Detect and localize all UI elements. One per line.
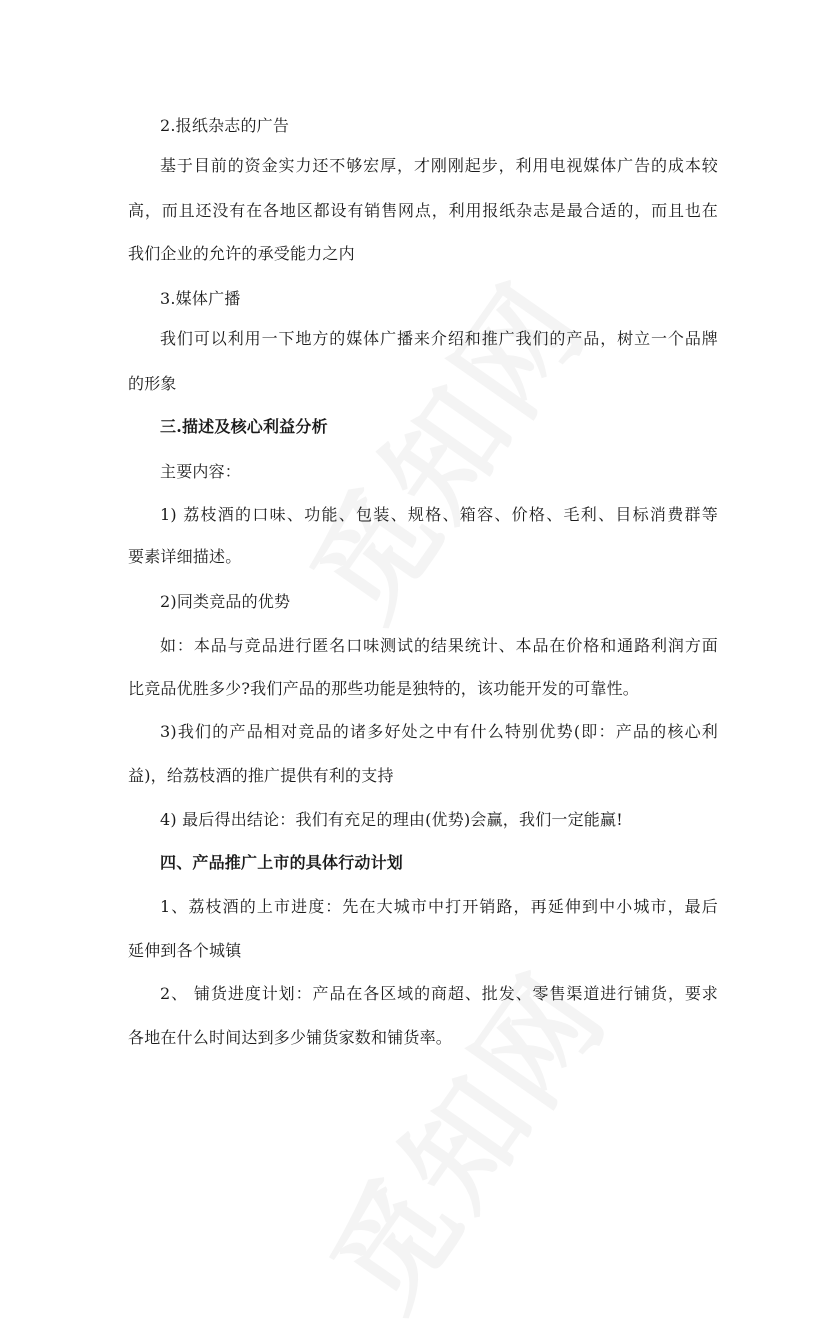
list-item-line: 要素详细描述。: [128, 547, 242, 566]
list-item-line: 各地在什么时间达到多少铺货家数和铺货率。: [128, 1028, 453, 1047]
paragraph-line: 基于目前的资金实力还不够宏厚，才刚刚起步，利用电视媒体广告的成本较: [160, 156, 718, 175]
paragraph-line: 比竞品优胜多少?我们产品的那些功能是独特的，该功能开发的可靠性。: [128, 679, 639, 698]
paragraph-line: 如：本品与竞品进行匿名口味测试的结果统计、本品在价格和通路利润方面: [160, 636, 718, 655]
paragraph-line: 的形象: [128, 374, 177, 393]
subheading-newspaper-ads: 2.报纸杂志的广告: [160, 116, 290, 135]
list-item-line: 3)我们的产品相对竞品的诸多好处之中有什么特别优势(即：产品的核心利: [160, 722, 718, 741]
paragraph-line: 我们可以利用一下地方的媒体广播来介绍和推广我们的产品，树立一个品牌: [160, 329, 718, 348]
paragraph-line: 主要内容：: [160, 462, 242, 481]
paragraph-line: 高，而且还没有在各地区都设有销售网点，利用报纸杂志是最合适的，而且也在: [128, 201, 718, 220]
section-heading-3: 三.描述及核心利益分析: [160, 417, 328, 436]
section-heading-4: 四、产品推广上市的具体行动计划: [160, 853, 404, 872]
list-item-line: 4) 最后得出结论：我们有充足的理由(优势)会赢，我们一定能赢!: [160, 810, 623, 829]
list-item-line: 延伸到各个城镇: [128, 941, 242, 960]
paragraph-line: 我们企业的允许的承受能力之内: [128, 244, 355, 263]
subheading-media-broadcast: 3.媒体广播: [160, 289, 241, 308]
list-item-line: 1) 荔枝酒的口味、功能、包装、规格、箱容、价格、毛利、目标消费群等: [160, 505, 718, 524]
list-item-line: 2)同类竞品的优势: [160, 592, 291, 611]
list-item-line: 2、 铺货进度计划：产品在各区域的商超、批发、零售渠道进行铺货，要求: [160, 984, 718, 1003]
list-item-line: 益)，给荔枝酒的推广提供有利的支持: [128, 766, 394, 785]
list-item-line: 1、荔枝酒的上市进度：先在大城市中打开销路，再延伸到中小城市，最后: [160, 897, 718, 916]
